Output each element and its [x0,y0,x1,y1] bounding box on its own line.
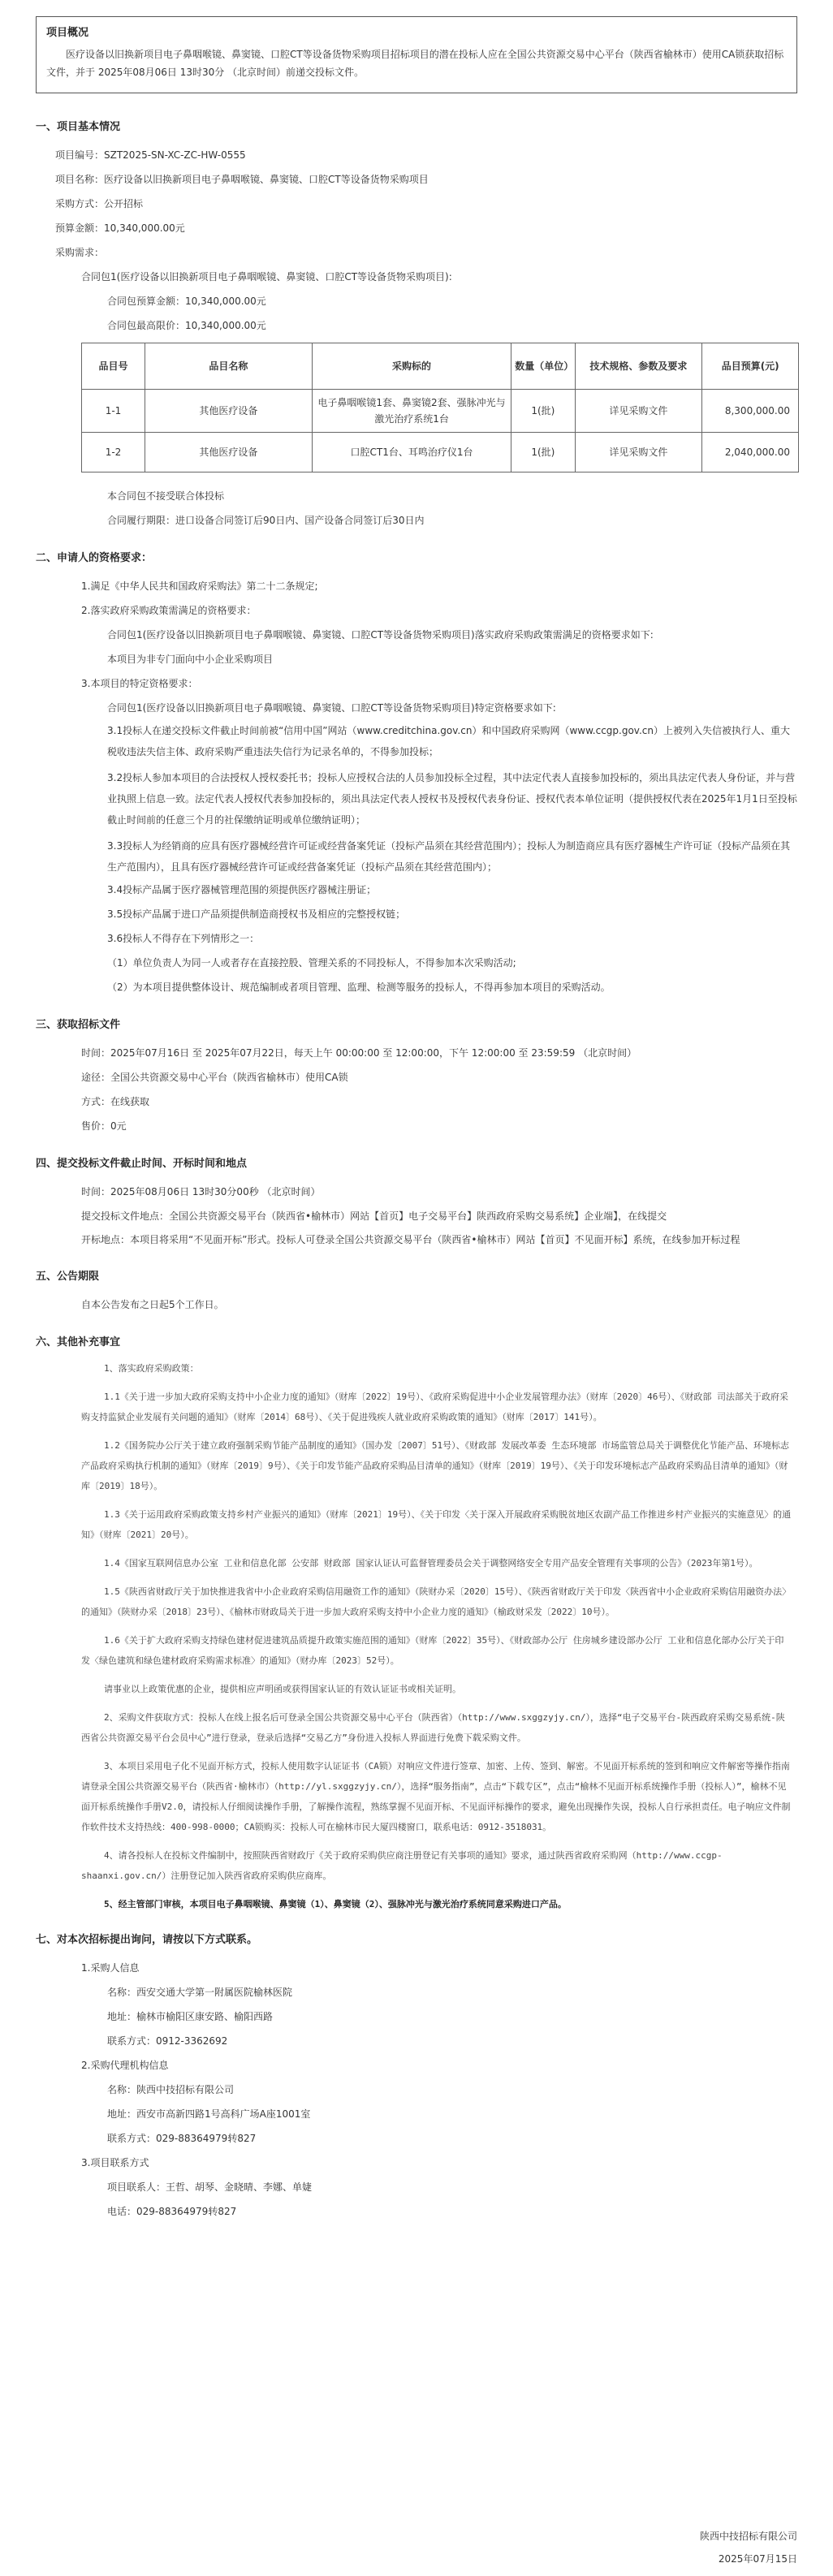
cell-quantity: 1(批) [511,433,575,472]
col-header: 品目名称 [145,343,313,390]
note-1-2: 1.2《国务院办公厅关于建立政府强制采购节能产品制度的通知》（国办发〔2007〕51号）、《财政部 发展改革委 生态环境部 市场监管总局关于调整优化节能产品、环境标志产品政府采购执行机制的通知》（财库〔2019〕9号）、《关于印发节能产品政府采购品目清单的通知》（财库〔2019〕19号）、《关于印发环境标志产品政府采购品目清单的通知》（财库〔2019〕18号）。 [81,1440,789,1491]
announcement-period: 自本公告发布之日起5个工作日。 [81,1299,224,1310]
package-budget: 合同包预算金额：10,340,000.00元 [107,296,266,307]
obtain-mode: 方式：在线获取 [81,1096,150,1107]
contract-package: 合同包1(医疗设备以旧换新项目电子鼻咽喉镜、鼻窦镜、口腔CT等设备货物采购项目): [81,271,452,283]
cell-item-no: 1-1 [82,390,145,433]
qualification-2b: 本项目为非专门面向中小企业采购项目 [107,654,274,665]
qualification-3-6b: （2）为本项目提供整体设计、规范编制或者项目管理、监理、检测等服务的投标人，不得再参加本项目的采购活动。 [107,982,611,993]
obtain-price: 售价：0元 [81,1120,127,1132]
note-1-3: 1.3《关于运用政府采购政策支持乡村产业振兴的通知》（财库〔2021〕19号）、《关于印发〈关于深入开展政府采购脱贫地区农副产品工作推进乡村产业振兴的实施意见〉的通知》（财库〔2021〕20号）。 [81,1509,792,1540]
section-2-title: 二、申请人的资格要求： [36,552,153,564]
cell-spec: 详见采购文件 [575,390,702,433]
cell-item: 口腔CT1台、耳鸣治疗仪1台 [312,433,511,472]
obtain-time: 时间：2025年07月16日 至 2025年07月22日，每天上午 00:00:00 至 12:00:00，下午 12:00:00 至 23:59:59 （北京时间） [81,1047,637,1059]
section-6-title: 六、其他补充事宜 [36,1336,121,1348]
col-header: 品目号 [82,343,145,390]
footer-org: 陕西中技招标有限公司 [699,2531,797,2542]
overview-title: 项目概况 [46,27,89,39]
cell-category: 其他医疗设备 [145,433,313,472]
section-5-title: 五、公告期限 [36,1271,100,1283]
qualification-3-2: 3.2投标人参加本项目的合法授权人授权委托书；投标人应授权合法的人员参加投标全过程，其中法定代表人直接参加投标的，须出具法定代表人身份证，并与营业执照上信息一致。法定代表人授权代表参加投标的，须出具法定代表人授权书及授权代表身份证、授权代表本单位证明（提供授权代表在2025年1月1日至投标截止时间前的任意三个月的社保缴纳证明或单位缴纳证明）； [107,772,797,826]
note-1-1: 1.1《关于进一步加大政府采购支持中小企业力度的通知》（财库〔2022〕19号）、《政府采购促进中小企业发展管理办法》（财库〔2020〕46号）、《财政部 司法部关于政府采购支持监狱企业发展有关问题的通知》（财库〔2014〕68号）、《关于促进残疾人就业政府采购政策的通知》（财库〔2017〕141号）。 [81,1392,788,1422]
cell-item-no: 1-2 [82,433,145,472]
budget-amount: 预算金额：10,340,000.00元 [55,222,185,234]
qualification-2: 2.落实政府采购政策需满足的资格要求： [81,605,257,616]
package-max-price: 合同包最高限价：10,340,000.00元 [107,320,266,331]
section-7-title: 七、对本次招标提出询问，请按以下方式联系。 [36,1934,258,1946]
col-header: 品目预算(元) [702,343,799,390]
qualification-3-6: 3.6投标人不得存在下列情形之一： [107,933,260,944]
obtain-way: 途径：全国公共资源交易中心平台（陕西省榆林市）使用CA锁 [81,1072,348,1083]
opening-place: 开标地点：本项目将采用“不见面开标”形式。投标人可登录全国公共资源交易平台（陕西省•榆林市）网站【首页】不见面开标】系统，在线参加开标过程 [81,1234,740,1245]
agency-phone: 联系方式：029-88364979转827 [107,2133,257,2144]
cell-quantity: 1(批) [511,390,575,433]
col-header: 采购标的 [312,343,511,390]
qualification-2a: 合同包1(医疗设备以旧换新项目电子鼻咽喉镜、鼻窦镜、口腔CT等设备货物采购项目)落实政府采购政策需满足的资格要求如下: [107,629,654,641]
cell-category: 其他医疗设备 [145,390,313,433]
project-contact-phone: 电话：029-88364979转827 [107,2206,237,2217]
footer-date: 2025年07月15日 [718,2553,797,2565]
cell-budget: 8,300,000.00 [702,390,799,433]
no-consortium-note: 本合同包不接受联合体投标 [107,490,225,502]
cell-item: 电子鼻咽喉镜1套、鼻窦镜2套、强脉冲光与激光治疗系统1台 [312,390,511,433]
section-3-title: 三、获取招标文件 [36,1019,121,1031]
procurement-needs: 采购需求： [55,247,105,258]
col-header: 数量（单位） [511,343,575,390]
agency-heading: 2.采购代理机构信息 [81,2060,169,2071]
table-header-row [82,343,799,390]
note-1-4: 1.4《国家互联网信息办公室 工业和信息化部 公安部 财政部 国家认证认可监督管理委员会关于调整网络安全专用产品安全管理有关事项的公告》（2023年第1号）。 [104,1558,758,1568]
section-4-title: 四、提交投标文件截止时间、开标时间和地点 [36,1158,248,1170]
cell-spec: 详见采购文件 [575,433,702,472]
note-1-5: 1.5《陕西省财政厅关于加快推进我省中小企业政府采购信用融资工作的通知》（陕财办采〔2020〕15号）、《陕西省财政厅关于印发〈陕西省中小企业政府采购信用融资办法〉的通知》（陕财办采〔2018〕23号）、《榆林市财政局关于进一步加大政府采购支持中小企业力度的通知》（榆政财采发〔2022〕10号）。 [81,1586,792,1617]
qualification-3-6a: （1）单位负责人为同一人或者存在直接控股、管理关系的不同投标人，不得参加本次采购活动; [107,957,516,969]
purchaser-phone: 联系方式：0912-3362692 [107,2035,228,2047]
purchaser-address: 地址：榆林市榆阳区康安路、榆阳西路 [107,2011,274,2022]
table-row [82,433,799,472]
supplementary-notes [36,1358,797,1914]
footer [700,2525,797,2570]
qualification-3-4: 3.4投标产品属于医疗器械管理范围的须提供医疗器械注册证； [107,884,377,895]
col-header: 技术规格、参数及要求 [575,343,702,390]
qualification-3: 3.本项目的特定资格要求： [81,678,198,689]
agency-name: 名称：陕西中技招标有限公司 [107,2084,235,2095]
qualification-3-3: 3.3投标人为经销商的应具有医疗器械经营许可证或经营备案凭证（投标产品须在其经营范围内）；投标人为制造商应具有医疗器械生产许可证（投标产品须在其生产范围内），且具有医疗器械经营许可证或经营备案凭证（投标产品须在其经营范围内）； [107,840,791,873]
overview-text: 医疗设备以旧换新项目电子鼻咽喉镜、鼻窦镜、口腔CT等设备货物采购项目招标项目的潜在投标人应在全国公共资源交易中心平台（陕西省榆林市）使用CA锁获取招标文件，并于 2025年08月06日 13时30分 （北京时间）前递交投标文件。 [46,49,784,78]
qualification-3-1: 3.1投标人在递交投标文件截止时间前被“信用中国”网站（www.creditchina.gov.cn）和中国政府采购网（www.ccgp.gov.cn）上被列入失信被执行人、重大税收违法失信主体、政府采购严重违法失信行为记录名单的，不得参加投标； [107,725,790,757]
project-contact-heading: 3.项目联系方式 [81,2157,149,2168]
agency-address: 地址：西安市高新四路1号高科广场A座1001室 [107,2108,311,2120]
contract-period: 合同履行期限：进口设备合同签订后90日内、国产设备合同签订后30日内 [107,515,425,526]
note-5: 5、经主管部门审核，本项目电子鼻咽喉镜、鼻窦镜（1）、鼻窦镜（2）、强脉冲光与激光治疗系统同意采购进口产品。 [104,1899,567,1909]
procurement-method: 采购方式：公开招标 [55,198,144,209]
project-code: 项目编号：SZT2025-SN-XC-ZC-HW-0555 [55,149,246,161]
note-3: 3、本项目采用电子化不见面开标方式，投标人使用数字认证证书（CA锁）对响应文件进行签章、加密、上传、签到、解密。不见面开标系统的签到和响应文件解密等操作指南请登录全国公共资源交易平台（陕西省·榆林市）（http://yl.sxggzyjy.cn/），选择“服务指南”，点击“下载专区”，点击“榆林不见面开标系统操作手册（投标人）”，榆林不见面开标系统操作手册V2.0，请投标人仔细阅读操作手册，了解操作流程，熟练掌握不见面开标、不见面评标操作的要求，避免出现操作失误，投标人自行承担责任。电子响应文件制作软件技术支持热线：400-998-0000；CA锁购买：投标人可在榆林市民大厦四楼窗口，联系电话：0912-3518031。 [81,1761,791,1832]
purchaser-heading: 1.采购人信息 [81,1962,140,1974]
overview-box [36,16,797,93]
cell-budget: 2,040,000.00 [702,433,799,472]
note-4: 4、请各投标人在投标文件编制中，按照陕西省财政厅《关于政府采购供应商注册登记有关事项的通知》要求，通过陕西省政府采购网（http://www.ccgp-shaanxi.gov.cn/）注册登记加入陕西省政府采购供应商库。 [81,1850,723,1881]
submit-place: 提交投标文件地点：全国公共资源交易平台（陕西省•榆林市）网站【首页】电子交易平台】陕西政府采购交易系统】企业端】，在线提交 [81,1210,667,1222]
purchaser-name: 名称：西安交通大学第一附属医院榆林医院 [107,1987,293,1998]
procurement-table [81,343,799,472]
deadline-time: 时间：2025年08月06日 13时30分00秒 （北京时间） [81,1186,321,1197]
note-1-6: 1.6《关于扩大政府采购支持绿色建材促进建筑品质提升政策实施范围的通知》（财库〔2022〕35号）、《财政部办公厅 住房城乡建设部办公厅 工业和信息化部办公厅关于印发〈绿色建筑和绿色建材政府采购需求标准〉的通知》（财办库〔2023〕52号）。 [81,1635,784,1666]
project-contact-persons: 项目联系人：王哲、胡琴、金晓晴、李娜、单婕 [107,2181,313,2193]
note-1-7: 请事业以上政策优惠的企业，提供相应声明函或获得国家认证的有效认证证书或相关证明。 [104,1684,461,1694]
qualification-1: 1.满足《中华人民共和国政府采购法》第二十二条规定; [81,580,318,592]
project-name: 项目名称：医疗设备以旧换新项目电子鼻咽喉镜、鼻窦镜、口腔CT等设备货物采购项目 [55,174,429,185]
note-2: 2、采购文件获取方式：投标人在线上报名后可登录全国公共资源交易中心平台（陕西省）（http://www.sxggzyjy.cn/），选择“电子交易平台-陕西政府采购交易系统-陕西省公共资源交易平台会员中心”进行登录，登录后选择“交易乙方”身份进入投标人界面进行免费下载采购文件。 [81,1712,785,1743]
note-policy: 1、落实政府采购政策： [104,1363,199,1374]
section-1-title: 一、项目基本情况 [36,121,121,133]
qualification-3a: 合同包1(医疗设备以旧换新项目电子鼻咽喉镜、鼻窦镜、口腔CT等设备货物采购项目)特定资格要求如下: [107,702,556,714]
table-row [82,390,799,433]
qualification-3-5: 3.5投标产品属于进口产品须提供制造商授权书及相应的完整授权链； [107,908,406,920]
